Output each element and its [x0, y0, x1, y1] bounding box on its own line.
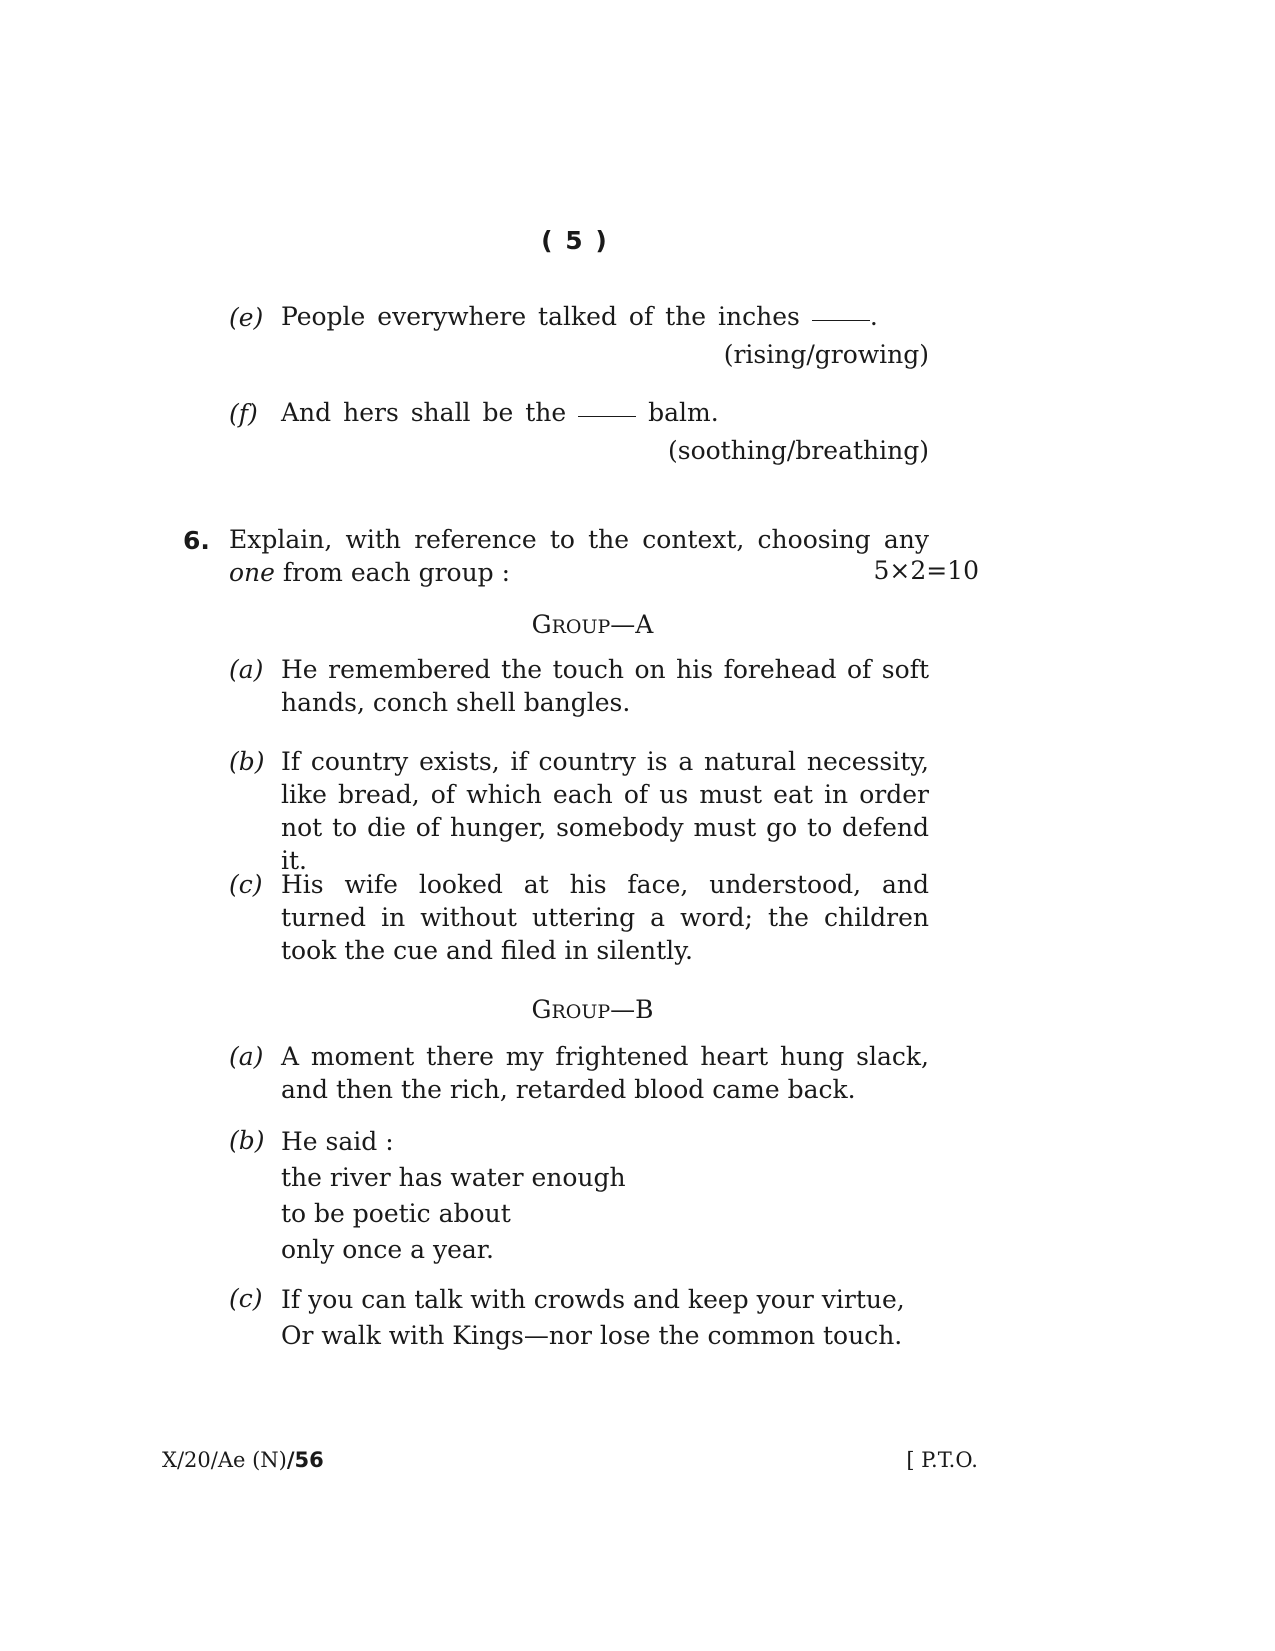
text-after: balm. [648, 398, 719, 427]
intro-line-1: Explain, with reference to the context, choosing any [229, 525, 929, 554]
group-b-title [0, 995, 1185, 1024]
answer-blank [812, 319, 870, 321]
marks: 5×2=10 [873, 556, 979, 585]
poem-line: If you can talk with crowds and keep your virtue, [281, 1285, 905, 1314]
poem-lines [281, 1124, 929, 1268]
item-label: (c) [229, 1284, 263, 1313]
poem-line: only once a year. [281, 1235, 494, 1264]
answer-blank [578, 415, 636, 417]
options: (soothing/breathing) [667, 436, 929, 465]
question-6-intro [229, 523, 929, 556]
poem-line: He said : [281, 1127, 394, 1156]
poem-line: to be poetic about [281, 1199, 511, 1228]
item-label: (c) [229, 870, 263, 899]
item-text [281, 300, 929, 333]
intro-rest: from each group : [282, 558, 511, 587]
item-text: He remembered the touch on his forehead of soft hands, conch shell bangles. [281, 655, 929, 717]
item-text: His wife looked at his face, understood, and turned in without uttering a word; the children took the cue and filed in silently. [281, 870, 929, 965]
title-cap: G [531, 610, 552, 639]
text-after: . [869, 302, 878, 331]
item-label: (f) [229, 399, 258, 428]
item-label: (b) [229, 747, 265, 776]
text-before: People everywhere talked of the inches [281, 302, 800, 331]
code-bold: /56 [286, 1448, 324, 1472]
options: (rising/growing) [723, 340, 929, 369]
title-cap: G [531, 995, 552, 1024]
item-text: A moment there my frightened heart hung slack, and then the rich, retarded blood came back. [281, 1042, 929, 1104]
pto-label: [ P.T.O. [906, 1448, 978, 1472]
paper-code [162, 1448, 324, 1472]
item-label: (a) [229, 655, 264, 684]
poem-lines [281, 1282, 929, 1354]
title-small: ROUP [551, 616, 611, 638]
item-text: If country exists, if country is a natural necessity, like bread, of which each of us must eat in order not to die of hunger, somebody must go to defend it. [281, 747, 929, 875]
item-text [281, 396, 929, 429]
title-suffix: —A [610, 610, 654, 639]
text-before: And hers shall be the [281, 398, 567, 427]
question-6-intro-2 [229, 556, 979, 589]
question-5e [229, 300, 929, 380]
question-5f [229, 396, 929, 476]
question-number: 6. [183, 526, 210, 555]
title-small: ROUP [551, 1001, 611, 1023]
emphasis-one: one [229, 558, 275, 587]
title-suffix: —B [610, 995, 654, 1024]
code-text: X/20/Ae (N) [162, 1448, 287, 1472]
intro-line-2 [229, 558, 510, 587]
item-label: (a) [229, 1042, 264, 1071]
item-label: (e) [229, 303, 264, 332]
item-label: (b) [229, 1126, 265, 1155]
poem-line: the river has water enough [281, 1163, 626, 1192]
poem-line: Or walk with Kings—nor lose the common touch. [281, 1321, 903, 1350]
group-a-title [0, 610, 1185, 639]
page-number: ( 5 ) [541, 226, 609, 255]
